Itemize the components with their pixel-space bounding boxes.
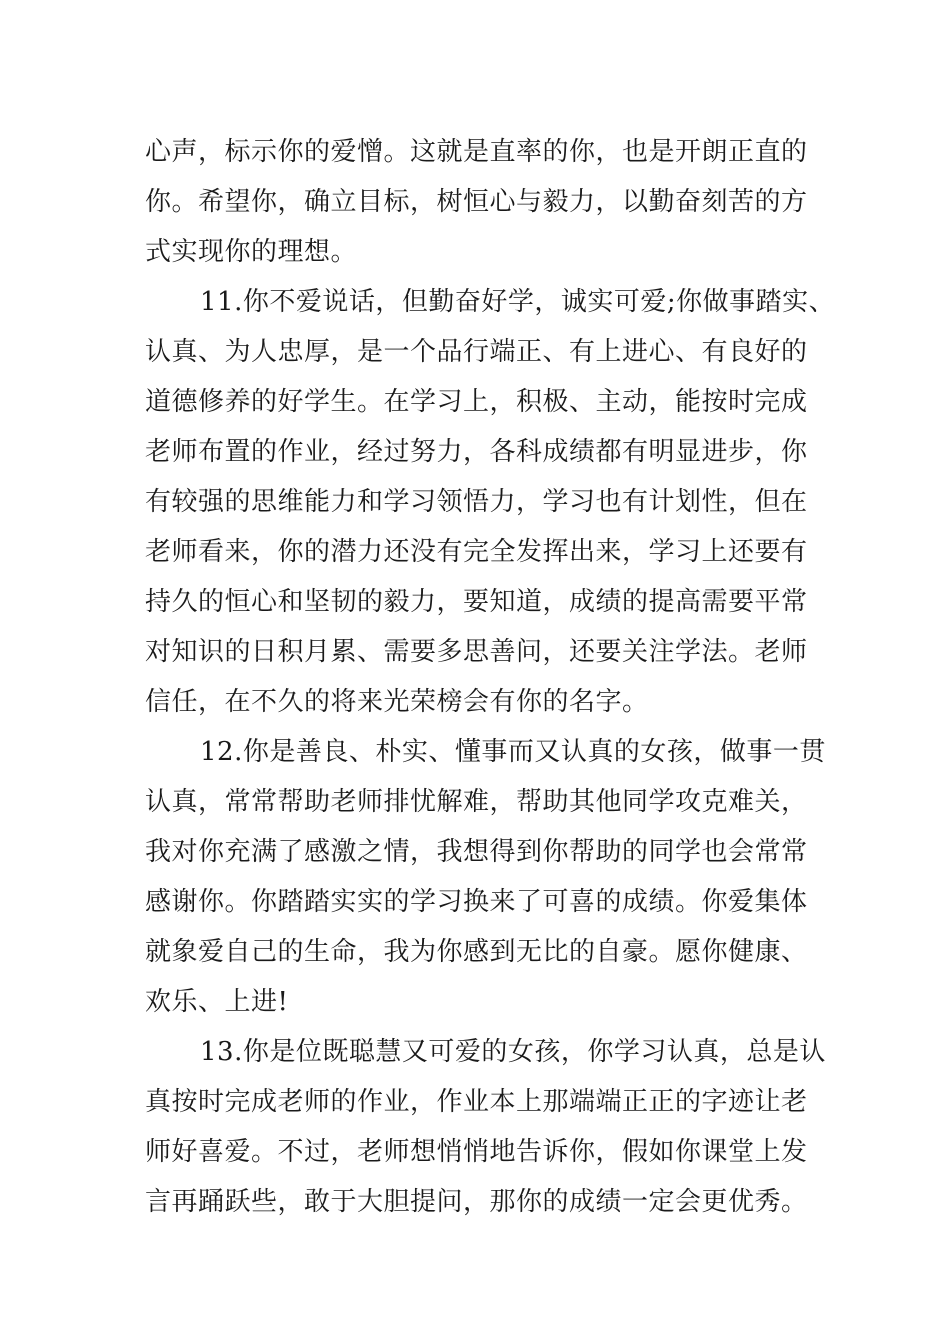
- text-line: 欢乐、上进!: [145, 987, 289, 1017]
- text-line: 信任，在不久的将来光荣榜会有你的名字。: [145, 687, 649, 717]
- body-text: [145, 127, 845, 1227]
- text-line: 感谢你。你踏踏实实的学习换来了可喜的成绩。你爱集体: [145, 887, 808, 917]
- text-line: 老师看来，你的潜力还没有完全发挥出来，学习上还要有: [145, 537, 808, 567]
- paragraph-12-start: 12.你是善良、朴实、懂事而又认真的女孩，做事一贯: [200, 737, 826, 767]
- text-line: 有较强的思维能力和学习领悟力，学习也有计划性，但在: [145, 487, 808, 517]
- text-line: 你。希望你，确立目标，树恒心与毅力，以勤奋刻苦的方: [145, 187, 808, 217]
- text-line: 道德修养的好学生。在学习上，积极、主动，能按时完成: [145, 387, 808, 417]
- text-line: 就象爱自己的生命，我为你感到无比的自豪。愿你健康、: [145, 937, 808, 967]
- paragraph-13-start: 13.你是位既聪慧又可爱的女孩，你学习认真，总是认: [200, 1037, 826, 1067]
- text-line: 我对你充满了感激之情，我想得到你帮助的同学也会常常: [145, 837, 808, 867]
- text-line: 真按时完成老师的作业，作业本上那端端正正的字迹让老: [145, 1087, 808, 1117]
- text-line: 持久的恒心和坚韧的毅力，要知道，成绩的提高需要平常: [145, 587, 808, 617]
- text-line: 老师布置的作业，经过努力，各科成绩都有明显进步，你: [145, 437, 808, 467]
- paragraph-11-start: 11.你不爱说话，但勤奋好学，诚实可爱;你做事踏实、: [200, 287, 836, 317]
- text-line: 认真、为人忠厚，是一个品行端正、有上进心、有良好的: [145, 337, 808, 367]
- text-line: 对知识的日积月累、需要多思善问，还要关注学法。老师: [145, 637, 808, 667]
- text-line: 心声，标示你的爱憎。这就是直率的你，也是开朗正直的: [145, 137, 808, 167]
- text-line: 认真，常常帮助老师排忧解难，帮助其他同学攻克难关，: [145, 787, 808, 817]
- text-line: 言再踊跃些，敢于大胆提问，那你的成绩一定会更优秀。: [145, 1187, 808, 1217]
- text-line: 式实现你的理想。: [145, 237, 358, 267]
- text-line: 师好喜爱。不过，老师想悄悄地告诉你，假如你课堂上发: [145, 1137, 808, 1167]
